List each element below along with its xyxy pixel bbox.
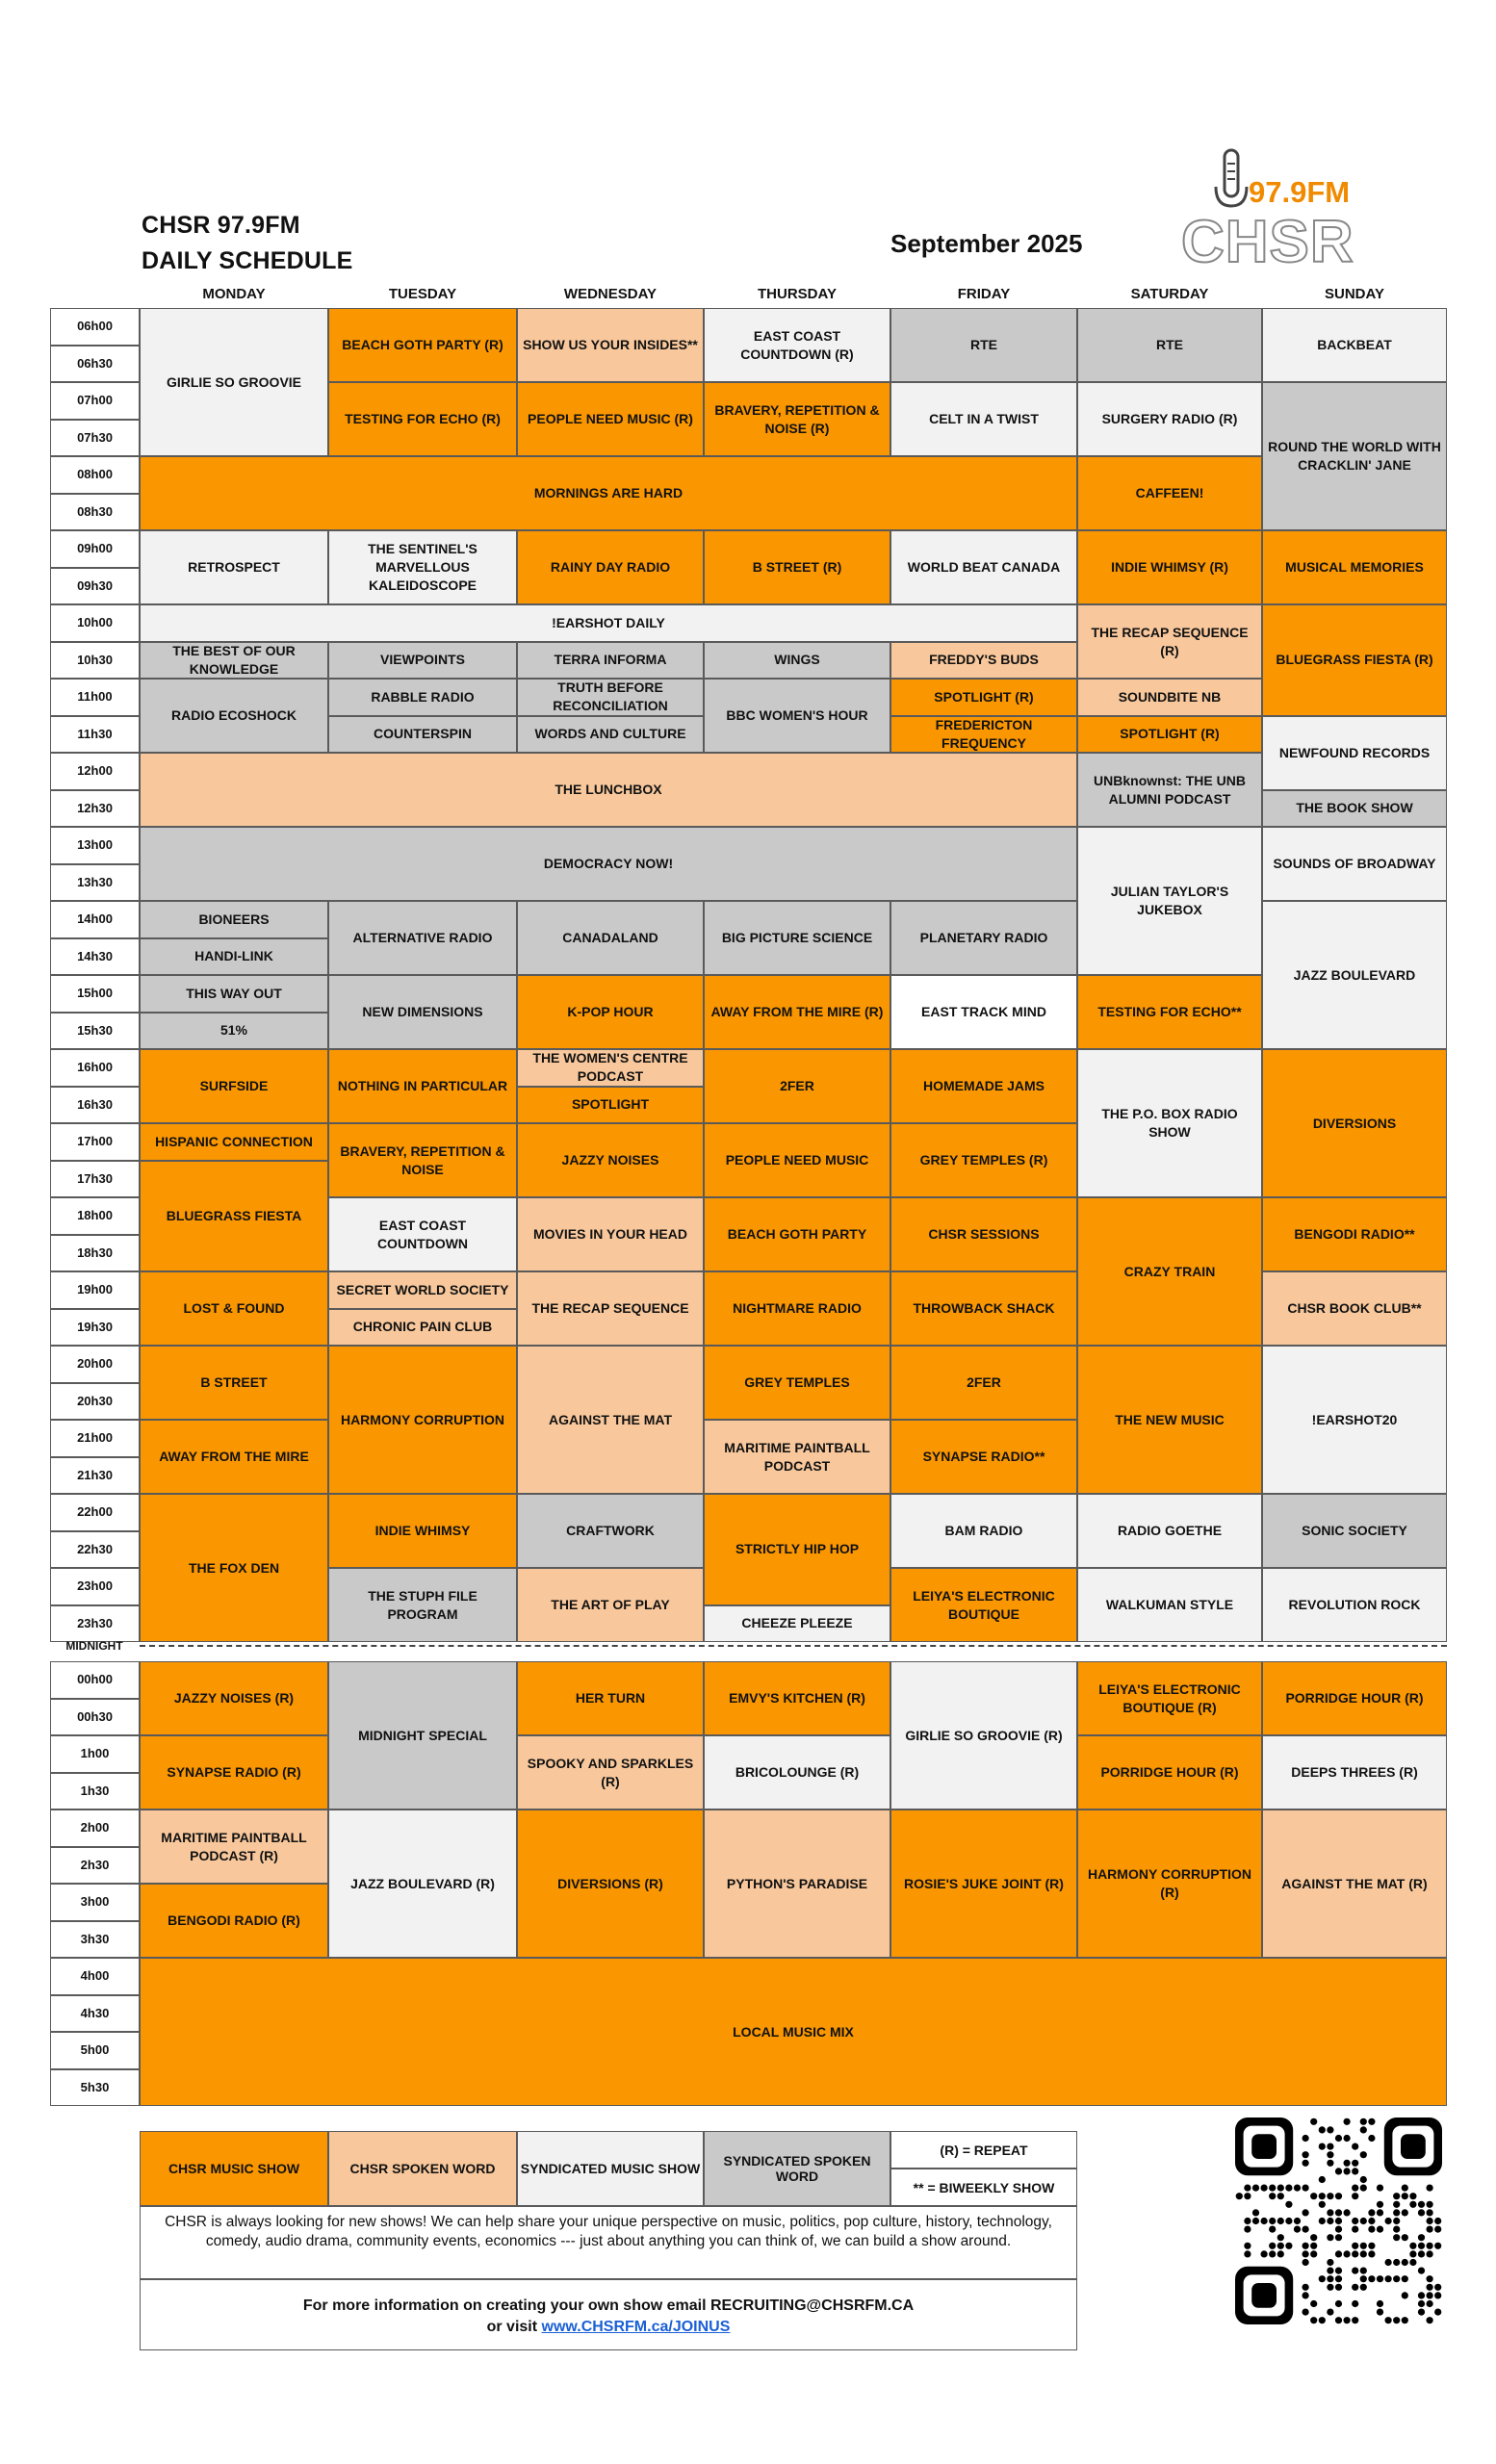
show-block: BAM RADIO	[890, 1494, 1077, 1568]
show-block: THE NEW MUSIC	[1077, 1346, 1262, 1494]
logo-name: CHSR	[1181, 209, 1354, 270]
show-block: JAZZ BOULEVARD	[1262, 901, 1447, 1049]
show-block: MOVIES IN YOUR HEAD	[517, 1197, 704, 1271]
show-block: BRAVERY, REPETITION & NOISE (R)	[704, 382, 890, 456]
show-block: CRAFTWORK	[517, 1494, 704, 1568]
visit-prefix: or visit	[486, 2318, 542, 2335]
show-block: GREY TEMPLES (R)	[890, 1123, 1077, 1197]
show-block: ALTERNATIVE RADIO	[328, 901, 517, 975]
time-slot: 5h00	[50, 2032, 140, 2069]
show-block: DIVERSIONS	[1262, 1049, 1447, 1197]
time-slot: 1h00	[50, 1735, 140, 1773]
show-block: PYTHON'S PARADISE	[704, 1810, 890, 1958]
time-slot: 08h00	[50, 456, 140, 494]
show-block: CRAZY TRAIN	[1077, 1197, 1262, 1346]
show-block: MARITIME PAINTBALL PODCAST	[704, 1420, 890, 1494]
contact-info	[140, 2279, 1077, 2350]
show-block: LOST & FOUND	[140, 1271, 328, 1346]
show-block: THE SENTINEL'S MARVELLOUS KALEIDOSCOPE	[328, 530, 517, 604]
show-block: GIRLIE SO GROOVIE (R)	[890, 1661, 1077, 1810]
show-block: RADIO GOETHE	[1077, 1494, 1262, 1568]
show-block: BBC WOMEN'S HOUR	[704, 679, 890, 753]
time-slot: 4h00	[50, 1958, 140, 1995]
time-slot: 21h30	[50, 1457, 140, 1495]
day-header-wednesday: WEDNESDAY	[563, 286, 658, 302]
show-block: RADIO ECOSHOCK	[140, 679, 328, 753]
time-slot: 22h30	[50, 1531, 140, 1569]
show-block: HOMEMADE JAMS	[890, 1049, 1077, 1123]
time-slot: 06h30	[50, 346, 140, 383]
time-slot: 09h00	[50, 530, 140, 568]
time-slot: 11h00	[50, 679, 140, 716]
show-block: BEACH GOTH PARTY	[704, 1197, 890, 1271]
show-block: TESTING FOR ECHO (R)	[328, 382, 517, 456]
time-slot: 07h00	[50, 382, 140, 420]
time-slot: 18h00	[50, 1197, 140, 1235]
show-block: EAST COAST COUNTDOWN (R)	[704, 308, 890, 382]
time-slot: 19h30	[50, 1309, 140, 1347]
show-block: GIRLIE SO GROOVIE	[140, 308, 328, 456]
month-label: September 2025	[890, 229, 1083, 258]
time-slot: 15h00	[50, 975, 140, 1013]
show-block: THE ART OF PLAY	[517, 1568, 704, 1642]
time-slot: 00h30	[50, 1699, 140, 1736]
show-block: HARMONY CORRUPTION (R)	[1077, 1810, 1262, 1958]
show-block: SPOOKY AND SPARKLES (R)	[517, 1735, 704, 1810]
show-block: DIVERSIONS (R)	[517, 1810, 704, 1958]
time-slot: 16h30	[50, 1087, 140, 1124]
show-block: AWAY FROM THE MIRE (R)	[704, 975, 890, 1049]
show-block: BACKBEAT	[1262, 308, 1447, 382]
show-block: SPOTLIGHT	[517, 1087, 704, 1124]
show-block: THE STUPH FILE PROGRAM	[328, 1568, 517, 1642]
day-header-thursday: THURSDAY	[758, 286, 837, 302]
time-slot: 20h00	[50, 1346, 140, 1383]
day-header-sunday: SUNDAY	[1325, 286, 1384, 302]
show-block: CHSR BOOK CLUB**	[1262, 1271, 1447, 1346]
show-block: THE LUNCHBOX	[140, 753, 1077, 827]
show-block: SOUNDS OF BROADWAY	[1262, 827, 1447, 901]
show-block: SURGERY RADIO (R)	[1077, 382, 1262, 456]
time-slot: 20h30	[50, 1383, 140, 1421]
show-block: RETROSPECT	[140, 530, 328, 604]
show-block: SPOTLIGHT (R)	[890, 679, 1077, 716]
show-block: JAZZY NOISES (R)	[140, 1661, 328, 1735]
show-block: BRAVERY, REPETITION & NOISE	[328, 1123, 517, 1197]
show-block: AGAINST THE MAT	[517, 1346, 704, 1494]
recruit-note: CHSR is always looking for new shows! We can help share your unique perspective on music, politics, pop culture, history, technology, comedy, audio drama, community events, economics --- just about anything you can think of, we can build a show around.	[140, 2206, 1077, 2279]
day-header-tuesday: TUESDAY	[388, 286, 457, 302]
show-block: JAZZY NOISES	[517, 1123, 704, 1197]
show-block: FREDDY'S BUDS	[890, 642, 1077, 680]
time-slot: 13h00	[50, 827, 140, 864]
show-block: SURFSIDE	[140, 1049, 328, 1123]
schedule-subtitle: DAILY SCHEDULE	[142, 247, 353, 274]
time-slot: 3h30	[50, 1921, 140, 1959]
legend-biweekly: ** = BIWEEKLY SHOW	[890, 2169, 1077, 2206]
show-block: SYNAPSE RADIO (R)	[140, 1735, 328, 1810]
show-block: THE RECAP SEQUENCE (R)	[1077, 604, 1262, 679]
time-slot: 18h30	[50, 1235, 140, 1272]
time-slot: 22h00	[50, 1494, 140, 1531]
show-block: DEMOCRACY NOW!	[140, 827, 1077, 901]
show-block: CHEEZE PLEEZE	[704, 1605, 890, 1643]
legend-repeat: (R) = REPEAT	[890, 2131, 1077, 2169]
time-slot: 4h30	[50, 1995, 140, 2033]
show-block: EAST COAST COUNTDOWN	[328, 1197, 517, 1271]
show-block: PORRIDGE HOUR (R)	[1077, 1735, 1262, 1810]
show-block: NEW DIMENSIONS	[328, 975, 517, 1049]
show-block: FREDERICTON FREQUENCY	[890, 716, 1077, 754]
day-header-friday: FRIDAY	[957, 286, 1011, 302]
show-block: WINGS	[704, 642, 890, 680]
show-block: AGAINST THE MAT (R)	[1262, 1810, 1447, 1958]
show-block: PORRIDGE HOUR (R)	[1262, 1661, 1447, 1735]
show-block: AWAY FROM THE MIRE	[140, 1420, 328, 1494]
show-block: K-POP HOUR	[517, 975, 704, 1049]
time-slot: 17h00	[50, 1123, 140, 1161]
show-block: !EARSHOT DAILY	[140, 604, 1077, 642]
time-slot: 10h00	[50, 604, 140, 642]
time-slot: 17h30	[50, 1161, 140, 1198]
time-slot: 08h30	[50, 494, 140, 531]
show-block: NIGHTMARE RADIO	[704, 1271, 890, 1346]
show-block: LEIYA'S ELECTRONIC BOUTIQUE	[890, 1568, 1077, 1642]
show-block: UNBknownst: THE UNB ALUMNI PODCAST	[1077, 753, 1262, 827]
show-block: CANADALAND	[517, 901, 704, 975]
show-block: SOUNDBITE NB	[1077, 679, 1262, 716]
show-block: PLANETARY RADIO	[890, 901, 1077, 975]
show-block: JULIAN TAYLOR'S JUKEBOX	[1077, 827, 1262, 975]
show-block: HANDI-LINK	[140, 938, 328, 976]
show-block: LOCAL MUSIC MIX	[140, 1958, 1447, 2106]
time-slot: 12h30	[50, 790, 140, 828]
show-block: PEOPLE NEED MUSIC (R)	[517, 382, 704, 456]
show-block: NOTHING IN PARTICULAR	[328, 1049, 517, 1123]
show-block: ROSIE'S JUKE JOINT (R)	[890, 1810, 1077, 1958]
show-block: SYNAPSE RADIO**	[890, 1420, 1077, 1494]
time-slot: 19h00	[50, 1271, 140, 1309]
show-block: THE BOOK SHOW	[1262, 790, 1447, 828]
legend-synd-spoken: SYNDICATED SPOKEN WORD	[704, 2131, 890, 2206]
show-block: SECRET WORLD SOCIETY	[328, 1271, 517, 1309]
time-slot: 14h30	[50, 938, 140, 976]
show-block: THE WOMEN'S CENTRE PODCAST	[517, 1049, 704, 1087]
show-block: TERRA INFORMA	[517, 642, 704, 680]
show-block: BIG PICTURE SCIENCE	[704, 901, 890, 975]
show-block: !EARSHOT20	[1262, 1346, 1447, 1494]
time-slot: 09h30	[50, 568, 140, 605]
show-block: PEOPLE NEED MUSIC	[704, 1123, 890, 1197]
show-block: EMVY'S KITCHEN (R)	[704, 1661, 890, 1735]
day-header-saturday: SATURDAY	[1130, 286, 1209, 302]
show-block: THE RECAP SEQUENCE	[517, 1271, 704, 1346]
legend-chsr-spoken: CHSR SPOKEN WORD	[328, 2131, 517, 2206]
time-slot: 15h30	[50, 1013, 140, 1050]
show-block: THROWBACK SHACK	[890, 1271, 1077, 1346]
visit-line	[141, 2317, 1076, 2338]
show-block: BENGODI RADIO**	[1262, 1197, 1447, 1271]
show-block: GREY TEMPLES	[704, 1346, 890, 1420]
time-slot: 14h00	[50, 901, 140, 938]
contact-line: For more information on creating your own show email RECRUITING@CHSRFM.CA	[302, 2297, 915, 2314]
legend-synd-music: SYNDICATED MUSIC SHOW	[517, 2131, 704, 2206]
show-block: JAZZ BOULEVARD (R)	[328, 1810, 517, 1958]
show-block: DEEPS THREES (R)	[1262, 1735, 1447, 1810]
qr-code-icon[interactable]	[1235, 2118, 1442, 2324]
show-block: NEWFOUND RECORDS	[1262, 716, 1447, 790]
show-block: HISPANIC CONNECTION	[140, 1123, 328, 1161]
show-block: THE P.O. BOX RADIO SHOW	[1077, 1049, 1262, 1197]
show-block: THIS WAY OUT	[140, 975, 328, 1013]
show-block: CHRONIC PAIN CLUB	[328, 1309, 517, 1347]
show-block: STRICTLY HIP HOP	[704, 1494, 890, 1605]
show-block: 51%	[140, 1013, 328, 1050]
show-block: COUNTERSPIN	[328, 716, 517, 754]
logo-frequency: 97.9FM	[1249, 175, 1351, 209]
day-header-monday: MONDAY	[202, 286, 266, 302]
show-block: EAST TRACK MIND	[890, 975, 1077, 1049]
time-slot: 06h00	[50, 308, 140, 346]
show-block: CHSR SESSIONS	[890, 1197, 1077, 1271]
show-block: TRUTH BEFORE RECONCILIATION	[517, 679, 704, 716]
show-block: BLUEGRASS FIESTA	[140, 1161, 328, 1272]
show-block: TESTING FOR ECHO**	[1077, 975, 1262, 1049]
time-slot: 13h30	[50, 864, 140, 902]
show-block: HARMONY CORRUPTION	[328, 1346, 517, 1494]
show-block: BRICOLOUNGE (R)	[704, 1735, 890, 1810]
time-slot: 5h30	[50, 2069, 140, 2107]
time-slot: 23h30	[50, 1605, 140, 1643]
time-slot: 10h30	[50, 642, 140, 680]
show-block: CELT IN A TWIST	[890, 382, 1077, 456]
show-block: B STREET (R)	[704, 530, 890, 604]
show-block: CAFFEEN!	[1077, 456, 1262, 530]
time-slot: 00h00	[50, 1661, 140, 1699]
time-slot: 07h30	[50, 420, 140, 457]
show-block: BENGODI RADIO (R)	[140, 1884, 328, 1958]
show-block: THE FOX DEN	[140, 1494, 328, 1642]
midnight-label: MIDNIGHT	[65, 1639, 123, 1653]
show-block: WALKUMAN STYLE	[1077, 1568, 1262, 1642]
show-block: 2FER	[890, 1346, 1077, 1420]
show-block: BLUEGRASS FIESTA (R)	[1262, 604, 1447, 716]
show-block: INDIE WHIMSY (R)	[1077, 530, 1262, 604]
show-block: RTE	[890, 308, 1077, 382]
show-block: SPOTLIGHT (R)	[1077, 716, 1262, 754]
time-slot: 12h00	[50, 753, 140, 790]
show-block: ROUND THE WORLD WITH CRACKLIN' JANE	[1262, 382, 1447, 530]
show-block: RAINY DAY RADIO	[517, 530, 704, 604]
show-block: SONIC SOCIETY	[1262, 1494, 1447, 1568]
time-slot: 3h00	[50, 1884, 140, 1921]
show-block: MIDNIGHT SPECIAL	[328, 1661, 517, 1810]
show-block: HER TURN	[517, 1661, 704, 1735]
show-block: INDIE WHIMSY	[328, 1494, 517, 1568]
show-block: MARITIME PAINTBALL PODCAST (R)	[140, 1810, 328, 1884]
show-block: RABBLE RADIO	[328, 679, 517, 716]
show-block: SHOW US YOUR INSIDES**	[517, 308, 704, 382]
show-block: BIONEERS	[140, 901, 328, 938]
show-block: MUSICAL MEMORIES	[1262, 530, 1447, 604]
show-block: WORDS AND CULTURE	[517, 716, 704, 754]
time-slot: 2h00	[50, 1810, 140, 1847]
show-block: BEACH GOTH PARTY (R)	[328, 308, 517, 382]
midnight-divider	[140, 1645, 1447, 1647]
legend-chsr-music: CHSR MUSIC SHOW	[140, 2131, 328, 2206]
joinus-link[interactable]: www.CHSRFM.ca/JOINUS	[541, 2318, 731, 2335]
show-block: MORNINGS ARE HARD	[140, 456, 1077, 530]
show-block: RTE	[1077, 308, 1262, 382]
show-block: B STREET	[140, 1346, 328, 1420]
time-slot: 16h00	[50, 1049, 140, 1087]
time-slot: 11h30	[50, 716, 140, 754]
show-block: LEIYA'S ELECTRONIC BOUTIQUE (R)	[1077, 1661, 1262, 1735]
show-block: THE BEST OF OUR KNOWLEDGE	[140, 642, 328, 680]
time-slot: 23h00	[50, 1568, 140, 1605]
time-slot: 2h30	[50, 1847, 140, 1885]
show-block: WORLD BEAT CANADA	[890, 530, 1077, 604]
time-slot: 21h00	[50, 1420, 140, 1457]
station-title: CHSR 97.9FM	[142, 212, 300, 239]
show-block: 2FER	[704, 1049, 890, 1123]
show-block: VIEWPOINTS	[328, 642, 517, 680]
show-block: REVOLUTION ROCK	[1262, 1568, 1447, 1642]
time-slot: 1h30	[50, 1773, 140, 1810]
